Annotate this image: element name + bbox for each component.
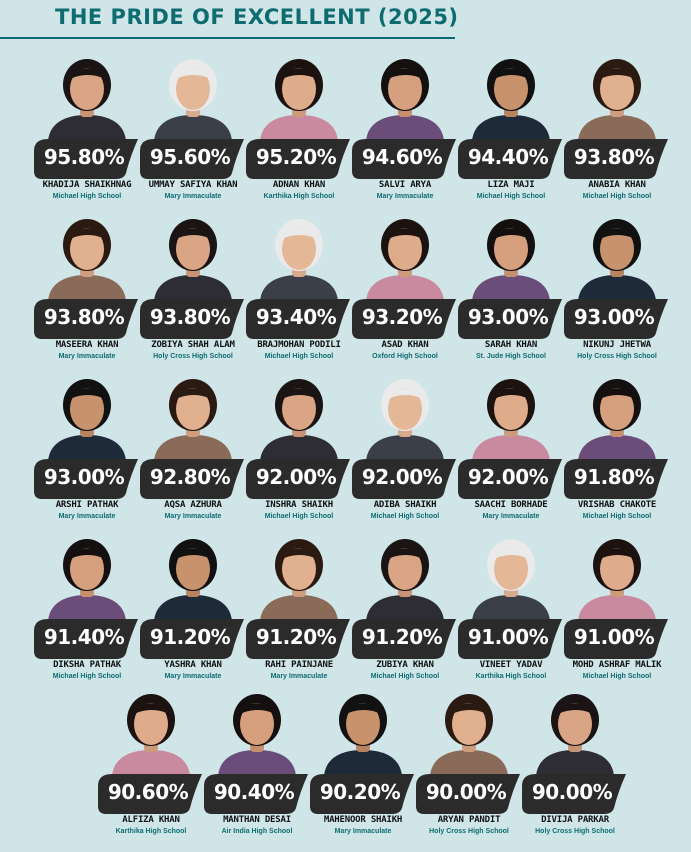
score-percent: 95.80%: [43, 145, 125, 169]
student-photo: [564, 215, 670, 301]
student-school: Michael High School: [52, 193, 122, 200]
student-photo: [564, 535, 670, 621]
student-card: [34, 375, 140, 525]
student-school: Michael High School: [582, 193, 652, 200]
student-photo: [246, 535, 352, 621]
score-badge: [34, 459, 140, 499]
student-photo: [204, 690, 310, 776]
student-photo: [246, 215, 352, 301]
page-title: THE PRIDE OF EXCELLENT (2025): [55, 5, 459, 29]
score-badge: [564, 619, 670, 659]
student-name: YASHRA KHAN: [164, 660, 222, 670]
student-name: ZUBIYA KHAN: [376, 660, 434, 670]
score-badge: [458, 619, 564, 659]
student-card: [246, 535, 352, 685]
student-card: [458, 535, 564, 685]
student-school: Mary Immaculate: [334, 828, 392, 835]
student-card: [140, 375, 246, 525]
score-percent: 94.60%: [361, 145, 443, 169]
student-name: MAHENOOR SHAIKH: [323, 815, 403, 825]
student-name: ADIBA SHAIKH: [373, 500, 437, 510]
student-photo: [34, 535, 140, 621]
student-school: Karthika High School: [263, 193, 335, 200]
student-card: [352, 535, 458, 685]
student-school: Mary Immaculate: [58, 513, 116, 520]
student-card: [246, 215, 352, 365]
student-name: SAACHI BORHADE: [474, 500, 548, 510]
student-photo: [458, 55, 564, 141]
student-card: [522, 690, 628, 840]
score-badge: [246, 619, 352, 659]
score-badge: [564, 459, 670, 499]
student-school: Holy Cross High School: [535, 828, 615, 835]
student-name: VRISHAB CHAKOTE: [577, 500, 657, 510]
score-badge: [98, 774, 204, 814]
student-card: [458, 55, 564, 205]
score-percent: 91.40%: [43, 625, 125, 649]
score-percent: 91.00%: [467, 625, 549, 649]
student-photo: [310, 690, 416, 776]
student-photo: [522, 690, 628, 776]
score-percent: 92.80%: [149, 465, 231, 489]
score-badge: [246, 459, 352, 499]
student-card: [352, 55, 458, 205]
student-photo: [34, 55, 140, 141]
student-name: MOHD ASHRAF MALIK: [572, 660, 662, 670]
student-name: NIKUNJ JHETWA: [583, 340, 651, 350]
student-name: UMMAY SAFIYA KHAN: [148, 180, 238, 190]
student-name: DIVIJA PARKAR: [541, 815, 609, 825]
student-photo: [246, 55, 352, 141]
score-percent: 93.20%: [361, 305, 443, 329]
score-badge: [564, 139, 670, 179]
student-photo: [458, 375, 564, 461]
student-name: LIZA MAJI: [487, 180, 535, 190]
score-badge: [458, 299, 564, 339]
student-card: [246, 375, 352, 525]
student-school: Mary Immaculate: [58, 353, 116, 360]
score-percent: 93.80%: [149, 305, 231, 329]
student-name: SARAH KHAN: [484, 340, 538, 350]
student-name: ARYAN PANDIT: [437, 815, 501, 825]
student-card: [140, 55, 246, 205]
student-school: Mary Immaculate: [270, 673, 328, 680]
student-card: [352, 215, 458, 365]
student-card: [204, 690, 310, 840]
score-percent: 91.80%: [573, 465, 655, 489]
score-badge: [352, 299, 458, 339]
student-school: Mary Immaculate: [164, 513, 222, 520]
student-name: AQSA AZHURA: [164, 500, 222, 510]
student-school: Karthika High School: [475, 673, 547, 680]
student-school: Holy Cross High School: [153, 353, 233, 360]
student-photo: [34, 375, 140, 461]
student-card: [564, 215, 670, 365]
student-photo: [98, 690, 204, 776]
score-badge: [564, 299, 670, 339]
student-photo: [140, 55, 246, 141]
student-photo: [140, 535, 246, 621]
score-badge: [34, 299, 140, 339]
student-photo: [140, 375, 246, 461]
score-badge: [140, 459, 246, 499]
score-percent: 91.20%: [361, 625, 443, 649]
score-badge: [246, 299, 352, 339]
student-school: Michael High School: [370, 673, 440, 680]
student-school: Karthika High School: [115, 828, 187, 835]
student-name: SALVI ARYA: [378, 180, 432, 190]
score-percent: 91.20%: [149, 625, 231, 649]
score-percent: 90.20%: [319, 780, 401, 804]
student-card: [34, 215, 140, 365]
student-name: ZOBIYA SHAH ALAM: [151, 340, 235, 350]
score-badge: [416, 774, 522, 814]
student-photo: [352, 215, 458, 301]
score-percent: 90.00%: [425, 780, 507, 804]
score-badge: [34, 139, 140, 179]
score-badge: [34, 619, 140, 659]
student-name: ALFIZA KHAN: [122, 815, 180, 825]
score-percent: 92.00%: [361, 465, 443, 489]
student-school: Michael High School: [582, 513, 652, 520]
student-name: KHADIJA SHAIKHNAG: [42, 180, 132, 190]
score-percent: 90.00%: [531, 780, 613, 804]
student-card: [140, 535, 246, 685]
student-school: Mary Immaculate: [376, 193, 434, 200]
score-percent: 95.20%: [255, 145, 337, 169]
student-school: Michael High School: [582, 673, 652, 680]
student-card: [564, 55, 670, 205]
score-percent: 90.60%: [107, 780, 189, 804]
student-photo: [34, 215, 140, 301]
score-percent: 91.20%: [255, 625, 337, 649]
student-name: BRAJMOHAN PODILI: [257, 340, 341, 350]
student-school: Mary Immaculate: [164, 673, 222, 680]
student-card: [140, 215, 246, 365]
student-card: [564, 375, 670, 525]
student-name: INSHRA SHAIKH: [265, 500, 333, 510]
student-name: MANTHAN DESAI: [223, 815, 291, 825]
score-badge: [458, 459, 564, 499]
student-school: Michael High School: [370, 513, 440, 520]
student-photo: [352, 535, 458, 621]
score-badge: [246, 139, 352, 179]
student-photo: [564, 375, 670, 461]
score-badge: [458, 139, 564, 179]
student-photo: [246, 375, 352, 461]
score-badge: [352, 619, 458, 659]
student-photo: [458, 215, 564, 301]
student-school: Holy Cross High School: [429, 828, 509, 835]
score-percent: 93.80%: [43, 305, 125, 329]
student-school: Michael High School: [264, 353, 334, 360]
student-school: Air India High School: [221, 828, 293, 835]
student-card: [416, 690, 522, 840]
student-card: [458, 375, 564, 525]
score-percent: 91.00%: [573, 625, 655, 649]
student-card: [310, 690, 416, 840]
student-school: St. Jude High School: [475, 353, 546, 360]
student-school: Holy Cross High School: [577, 353, 657, 360]
score-percent: 90.40%: [213, 780, 295, 804]
student-photo: [458, 535, 564, 621]
score-percent: 95.60%: [149, 145, 231, 169]
student-name: VINEET YADAV: [479, 660, 543, 670]
student-photo: [352, 375, 458, 461]
student-school: Michael High School: [264, 513, 334, 520]
score-percent: 93.00%: [573, 305, 655, 329]
student-name: RAHI PAINJANE: [265, 660, 333, 670]
student-school: Michael High School: [52, 673, 122, 680]
score-percent: 93.00%: [43, 465, 125, 489]
student-name: DIKSHA PATHAK: [53, 660, 121, 670]
student-photo: [564, 55, 670, 141]
score-percent: 93.80%: [573, 145, 655, 169]
student-photo: [416, 690, 522, 776]
score-percent: 92.00%: [255, 465, 337, 489]
score-badge: [352, 459, 458, 499]
score-badge: [204, 774, 310, 814]
score-badge: [310, 774, 416, 814]
student-school: Michael High School: [476, 193, 546, 200]
score-badge: [140, 619, 246, 659]
student-card: [352, 375, 458, 525]
score-percent: 93.00%: [467, 305, 549, 329]
student-school: Mary Immaculate: [164, 193, 222, 200]
score-badge: [522, 774, 628, 814]
student-card: [564, 535, 670, 685]
student-card: [98, 690, 204, 840]
student-photo: [140, 215, 246, 301]
score-percent: 92.00%: [467, 465, 549, 489]
score-percent: 94.40%: [467, 145, 549, 169]
score-percent: 93.40%: [255, 305, 337, 329]
student-name: ANABIA KHAN: [588, 180, 646, 190]
student-photo: [352, 55, 458, 141]
student-card: [458, 215, 564, 365]
student-name: MASEERA KHAN: [55, 340, 119, 350]
student-name: ARSHI PATHAK: [55, 500, 119, 510]
student-name: ASAD KHAN: [381, 340, 429, 350]
student-school: Oxford High School: [372, 353, 438, 360]
student-card: [246, 55, 352, 205]
score-badge: [352, 139, 458, 179]
score-badge: [140, 139, 246, 179]
score-badge: [140, 299, 246, 339]
student-name: ADNAN KHAN: [272, 180, 326, 190]
student-card: [34, 535, 140, 685]
student-school: Mary Immaculate: [482, 513, 540, 520]
student-card: [34, 55, 140, 205]
